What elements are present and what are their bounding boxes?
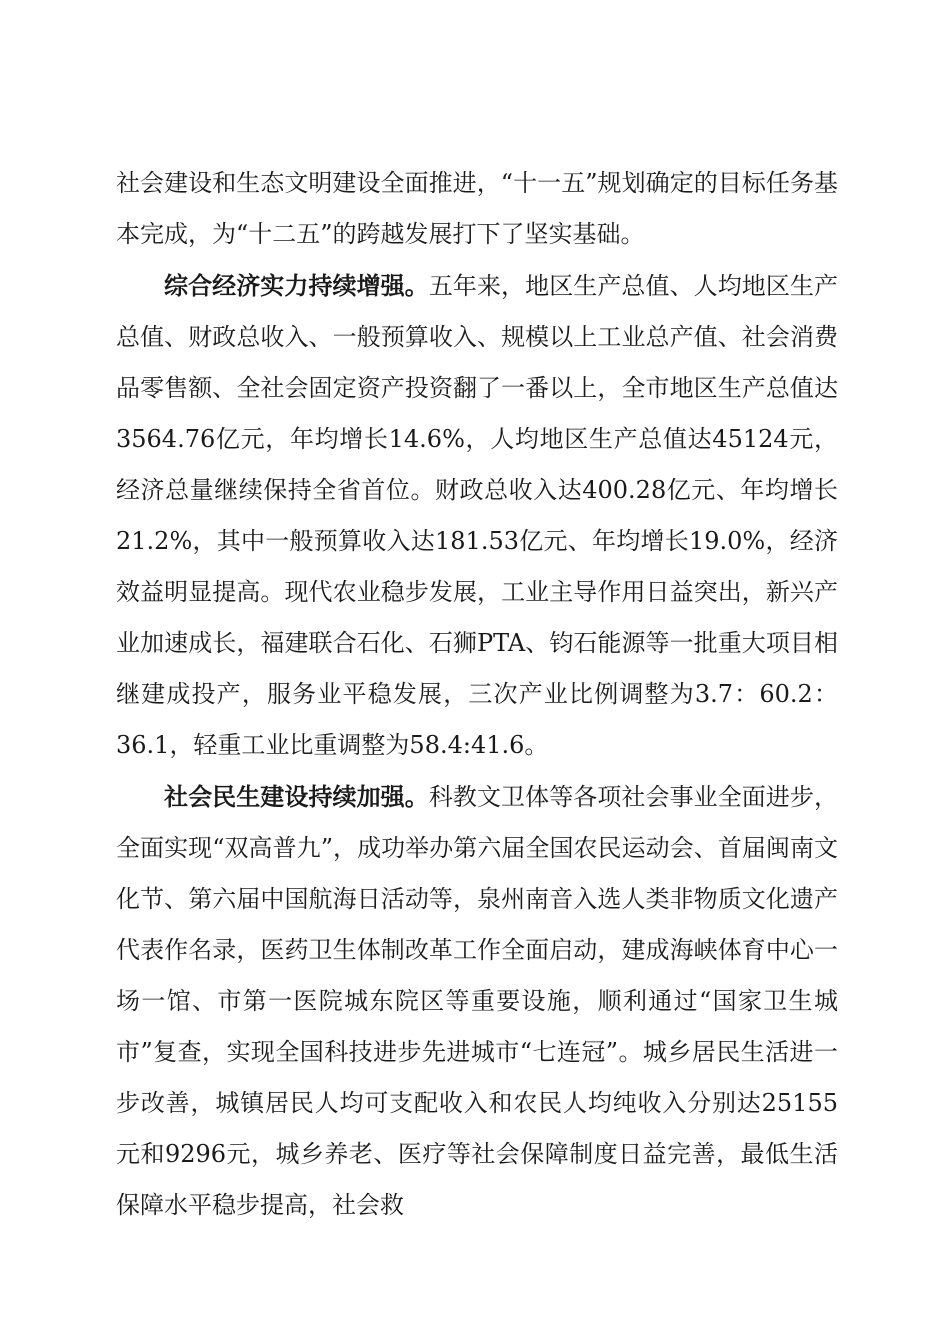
paragraph-heading: 社会民生建设持续加强。 (164, 782, 429, 811)
paragraph-continuation (116, 158, 838, 260)
paragraph-economy (116, 260, 838, 771)
paragraph-text: 科教文卫体等各项社会事业全面进步，全面实现“双高普九”，成功举办第六届全国农民运动会、首届闽南文化节、第六届中国航海日活动等，泉州南音入选人类非物质文化遗产代表作名录，医药卫生体制改革工作全面启动，建成海峡体育中心一场一馆、市第一医院城东院区等重要设施，顺利通过“国家卫生城市”复查，实现全国科技进步先进城市“七连冠”。城乡居民生活进一步改善，城镇居民人均可支配收入和农民人均纯收入分别达25155元和9296元，城乡养老、医疗等社会保障制度日益完善，最低生活保障水平稳步提高，社会救 (116, 783, 839, 1219)
body-text (116, 158, 838, 1231)
paragraph-heading: 综合经济实力持续增强。 (164, 271, 429, 300)
paragraph-livelihood (116, 771, 838, 1231)
paragraph-text: 社会建设和生态文明建设全面推进，“十一五”规划确定的目标任务基本完成，为“十二五”的跨越发展打下了坚实基础。 (116, 169, 838, 248)
paragraph-text: 五年来，地区生产总值、人均地区生产总值、财政总收入、一般预算收入、规模以上工业总产值、社会消费品零售额、全社会固定资产投资翻了一番以上，全市地区生产总值达3564.76亿元，年均增长14.6%，人均地区生产总值达45124元，经济总量继续保持全省首位。财政总收入达400.28亿元、年均增长21.2%，其中一般预算收入达181.53亿元、年均增长19.0%，经济效益明显提高。现代农业稳步发展，工业主导作用日益突出，新兴产业加速成长，福建联合石化、石狮PTA、钧石能源等一批重大项目相继建成投产，服务业平稳发展，三次产业比例调整为3.7：60.2：36.1，轻重工业比重调整为58.4:41.6。 (116, 272, 839, 759)
